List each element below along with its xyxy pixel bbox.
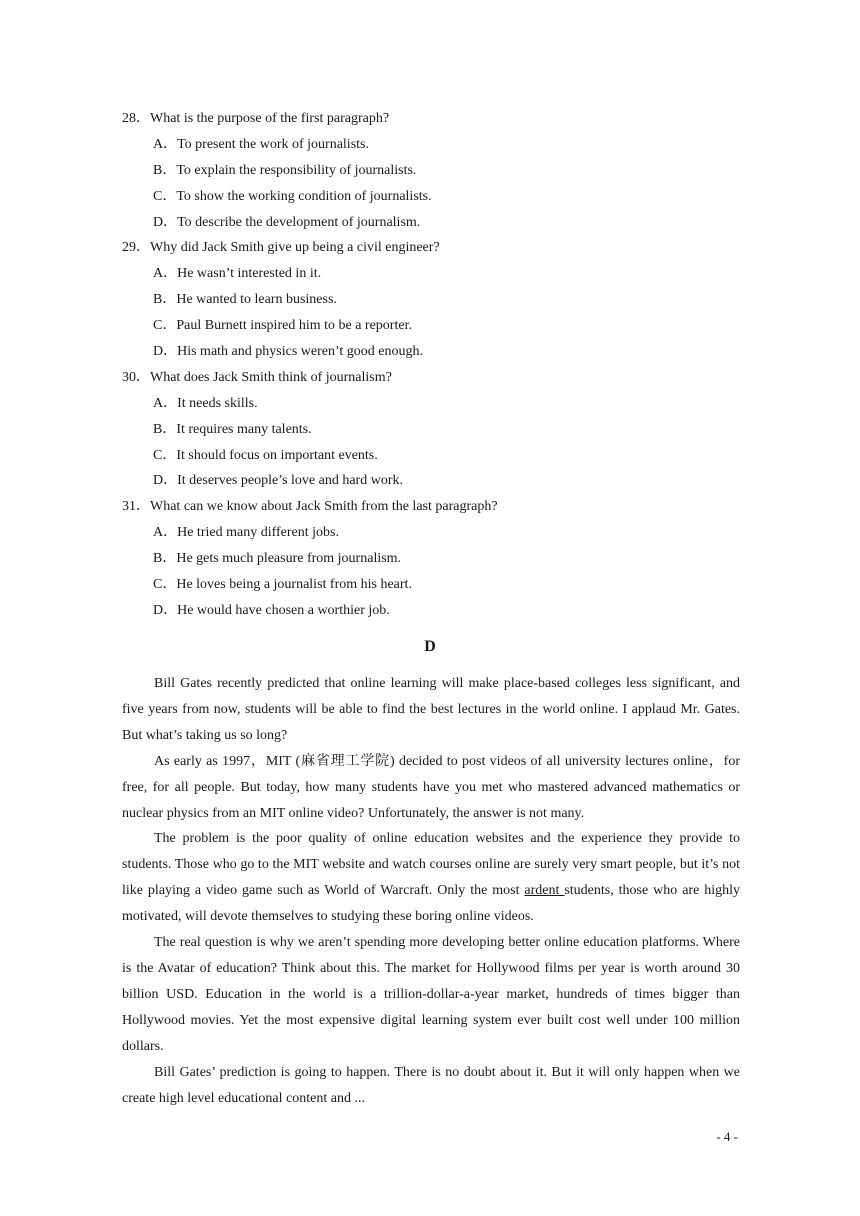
paragraph-text: The problem is the poor quality of online education websites and the experience they provide to students. Those who go to the MIT website and watch courses online are surely very smart people, but it’s not like playing a video game such as World of Warcraft. Only the most [122, 831, 740, 899]
option-30-c: C．It should focus on important events. [153, 447, 378, 463]
question-30 [122, 365, 742, 391]
option-30-d: D．It deserves people’s love and hard work. [153, 473, 403, 489]
option-30-b: B．It requires many talents. [153, 421, 312, 437]
option-31-b: B．He gets much pleasure from journalism. [153, 551, 402, 567]
option-29-d: D．His math and physics weren’t good enough. [153, 344, 423, 360]
question-28 [122, 106, 742, 132]
question-number: 29． [122, 240, 150, 256]
question-29 [122, 235, 742, 261]
option-31-a: A．He tried many different jobs. [153, 525, 339, 541]
option-29-b: B．He wanted to learn business. [153, 292, 337, 308]
question-stem: Why did Jack Smith give up being a civil engineer? [150, 240, 440, 256]
option-28-d: D．To describe the development of journalism. [153, 214, 421, 230]
reading-passage [122, 671, 740, 1111]
page-number: - 4 - [716, 1129, 738, 1144]
passage-paragraph-4: The real question is why we aren’t spending more developing better online education platforms. Where is the Avatar of education? Think about this. The market for Hollywood films per year is worth around 30 billion USD. Education in the world is a trillion-dollar-a-year market, hundreds of times bigger than Hollywood movies. Yet the most expensive digital learning system ever built cost well under 100 million dollars. [122, 935, 740, 1054]
option-30-a: A．It needs skills. [153, 395, 258, 411]
option-29-c: C．Paul Burnett inspired him to be a reporter. [153, 318, 412, 334]
option-28-a: A．To present the work of journalists. [153, 136, 369, 152]
passage-paragraph-3 [122, 826, 740, 930]
question-list [122, 106, 742, 624]
question-31 [122, 494, 742, 520]
option-29-a: A．He wasn’t interested in it. [153, 266, 322, 282]
question-stem: What can we know about Jack Smith from the last paragraph? [150, 499, 498, 515]
option-31-d: D．He would have chosen a worthier job. [153, 602, 390, 618]
option-28-b: B．To explain the responsibility of journalists. [153, 162, 417, 178]
passage-paragraph-1: Bill Gates recently predicted that online learning will make place-based colleges less significant, and five years from now, students will be able to find the best lectures in the world online. I applaud Mr. Gates. But what’s taking us so long? [122, 676, 740, 743]
section-heading: D [424, 638, 436, 655]
question-stem: What is the purpose of the first paragraph? [150, 111, 390, 126]
question-number: 28． [122, 111, 150, 126]
passage-paragraph-2: As early as 1997，MIT (麻省理工学院) decided to post videos of all university lectures online，for free, for all people. But today, how many students have you met who mastered advanced mathematics or nuclear physics from an MIT online video? Unfortunately, the answer is not many. [122, 753, 740, 821]
underlined-word-ardent: ardent [524, 883, 565, 899]
option-31-c: C．He loves being a journalist from his heart. [153, 577, 412, 593]
question-stem: What does Jack Smith think of journalism? [150, 369, 392, 385]
passage-paragraph-5: Bill Gates’ prediction is going to happen. There is no doubt about it. But it will only happen when we create high level educational content and ... [122, 1064, 740, 1106]
option-28-c: C．To show the working condition of journalists. [153, 188, 432, 204]
question-number: 31． [122, 499, 150, 515]
paragraph-text: students, those who are highly motivated, will devote themselves to studying these boring online videos. [122, 883, 741, 925]
question-number: 30． [122, 369, 150, 385]
